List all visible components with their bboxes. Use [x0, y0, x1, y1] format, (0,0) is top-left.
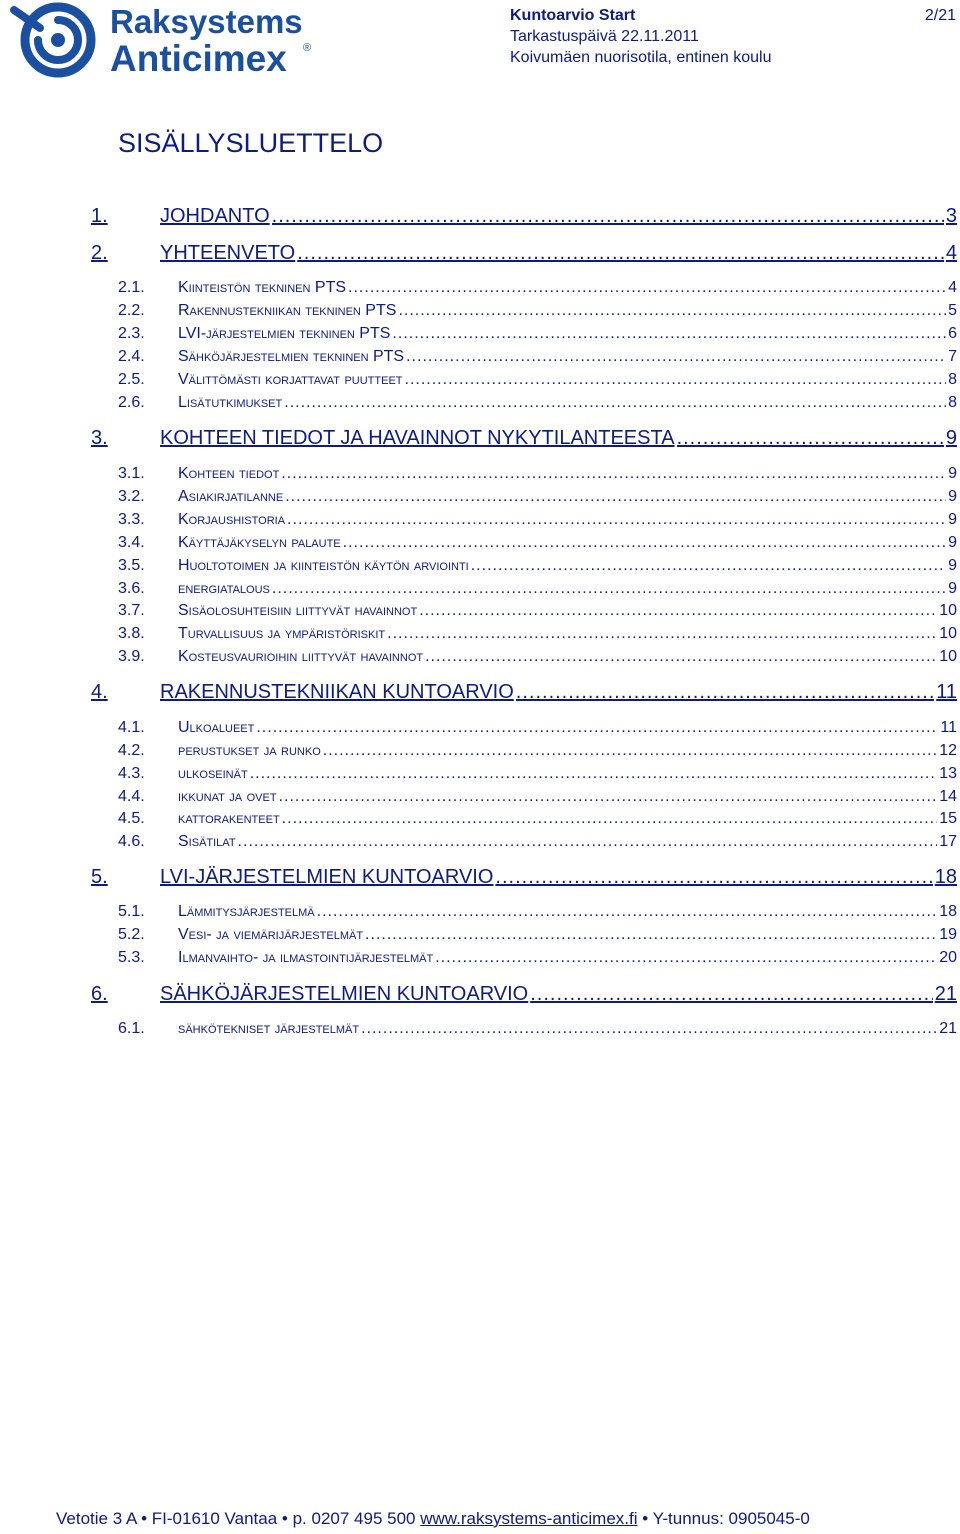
- toc-page: 9: [945, 427, 957, 449]
- toc-entry[interactable]: [118, 765, 957, 783]
- toc-text: Vesi- ja viemärijärjestelmät: [178, 926, 364, 943]
- inspection-date: Tarkastuspäivä 22.11.2011: [510, 28, 699, 45]
- toc-leader: [343, 534, 946, 552]
- toc-number: 4.5.: [118, 810, 145, 827]
- toc-leader: [471, 557, 946, 575]
- toc-page: 9: [948, 580, 957, 597]
- footer-postal: FI-01610 Vantaa: [151, 1509, 278, 1528]
- toc-text: Sisätilat: [178, 833, 236, 850]
- toc-entry[interactable]: [118, 949, 957, 967]
- toc-number: 6.: [91, 983, 108, 1005]
- toc-entry[interactable]: [118, 926, 957, 944]
- toc-text: kattorakenteet: [178, 810, 280, 827]
- toc-text: RAKENNUSTEKNIIKAN KUNTOARVIO: [160, 681, 514, 703]
- toc-text: Ilmanvaihto- ja ilmastointijärjestelmät: [178, 949, 434, 966]
- toc-leader: [297, 242, 944, 265]
- toc-number: 2.2.: [118, 302, 145, 319]
- toc-entry[interactable]: [91, 205, 957, 228]
- toc-text: Lisätutkimukset: [178, 394, 283, 411]
- toc-number: 4.2.: [118, 742, 145, 759]
- page-indicator: 2/21: [924, 7, 956, 24]
- toc-text: Sähköjärjestelmien tekninen PTS: [178, 348, 405, 365]
- toc-text: ulkoseinät: [178, 765, 248, 782]
- toc-entry[interactable]: [91, 242, 957, 265]
- toc-number: 2.3.: [118, 325, 145, 342]
- toc-leader: [530, 983, 933, 1006]
- toc-page: 8: [948, 371, 957, 388]
- toc-entry[interactable]: [118, 557, 957, 575]
- toc-leader: [677, 427, 944, 450]
- logo-mark-icon: [14, 7, 91, 73]
- toc-entry[interactable]: [118, 625, 957, 643]
- toc-page: 18: [939, 903, 957, 920]
- toc-number: 3.7.: [118, 602, 145, 619]
- footer-phone: p. 0207 495 500: [292, 1509, 416, 1528]
- toc-text: LVI-JÄRJESTELMIEN KUNTOARVIO: [160, 866, 494, 888]
- toc-leader: [287, 511, 946, 529]
- toc-number: 3.1.: [118, 465, 145, 482]
- toc-page: 3: [945, 205, 957, 227]
- toc-leader: [406, 348, 946, 366]
- toc-page: 9: [948, 465, 957, 482]
- toc-leader: [495, 866, 932, 889]
- toc-leader: [272, 205, 944, 228]
- toc-leader: [405, 371, 947, 389]
- toc-entry[interactable]: [118, 534, 957, 552]
- toc-number: 3.9.: [118, 648, 145, 665]
- toc-text: Sisäolosuhteisiin liittyvät havainnot: [178, 602, 418, 619]
- toc-leader: [238, 833, 938, 851]
- toc-page: 11: [936, 681, 957, 703]
- toc-number: 4.: [91, 681, 108, 703]
- toc-entry[interactable]: [118, 371, 957, 389]
- document-header: [510, 5, 956, 68]
- toc-leader: [435, 949, 937, 967]
- toc-text: JOHDANTO: [160, 205, 270, 227]
- toc-page: 9: [948, 511, 957, 528]
- toc-entry[interactable]: [118, 602, 957, 620]
- toc-entry[interactable]: [118, 580, 957, 598]
- toc-page: 19: [939, 926, 957, 943]
- toc-leader: [387, 625, 937, 643]
- toc-text: YHTEENVETO: [160, 242, 296, 264]
- toc-number: 3.4.: [118, 534, 145, 551]
- toc-number: 2.6.: [118, 394, 145, 411]
- toc-number: 4.3.: [118, 765, 145, 782]
- toc-text: Välittömästi korjattavat puutteet: [178, 371, 403, 388]
- toc-page: 20: [939, 949, 957, 966]
- toc-page: 9: [948, 534, 957, 551]
- toc-number: 4.4.: [118, 788, 145, 805]
- toc-entry[interactable]: [118, 394, 957, 412]
- toc-number: 5.: [91, 866, 108, 888]
- footer-bullet: •: [281, 1509, 288, 1528]
- toc-entry[interactable]: [118, 511, 957, 529]
- toc-text: Rakennustekniikan tekninen PTS: [178, 302, 397, 319]
- toc-page: 13: [939, 765, 957, 782]
- toc-entry[interactable]: [91, 983, 957, 1006]
- toc-page: 8: [948, 394, 957, 411]
- toc-number: 2.: [91, 242, 108, 264]
- toc-number: 4.6.: [118, 833, 145, 850]
- logo-text-line1: Raksystems: [110, 3, 303, 40]
- toc-text: Huoltotoimen ja kiinteistön käytön arviointi: [178, 557, 469, 574]
- site-name: Koivumäen nuorisotila, entinen koulu: [510, 49, 772, 66]
- toc-text: Ulkoalueet: [178, 719, 255, 736]
- toc-leader: [250, 765, 938, 783]
- toc-entry[interactable]: [118, 648, 957, 666]
- toc-number: 3.3.: [118, 511, 145, 528]
- toc-page: 15: [939, 810, 957, 827]
- toc-page: 9: [948, 488, 957, 505]
- document-title: Kuntoarvio Start: [510, 7, 636, 24]
- toc-text: Käyttäjäkyselyn palaute: [178, 534, 341, 551]
- toc-number: 3.8.: [118, 625, 145, 642]
- toc-leader: [516, 681, 934, 704]
- toc-page: 4: [945, 242, 957, 264]
- toc-leader: [282, 810, 938, 828]
- toc-leader: [256, 719, 938, 737]
- toc-text: LVI-järjestelmien tekninen PTS: [178, 325, 391, 342]
- toc-leader: [284, 394, 946, 412]
- toc-number: 3.2.: [118, 488, 145, 505]
- toc-text: Kohteen tiedot: [178, 465, 280, 482]
- toc-leader: [272, 580, 946, 598]
- footer-address: Vetotie 3 A: [56, 1509, 137, 1528]
- toc-entry[interactable]: [118, 465, 957, 483]
- toc-text: energiatalous: [178, 580, 270, 597]
- toc-number: 5.2.: [118, 926, 145, 943]
- toc-number: 3.: [91, 427, 108, 449]
- toc-leader: [281, 465, 946, 483]
- toc-leader: [323, 742, 937, 760]
- toc-number: 2.4.: [118, 348, 145, 365]
- toc-page: 14: [939, 788, 957, 805]
- toc-entry[interactable]: [118, 833, 957, 851]
- toc-number: 5.3.: [118, 949, 145, 966]
- toc-leader: [425, 648, 937, 666]
- toc-page: 10: [939, 602, 957, 619]
- toc-page: 11: [940, 719, 957, 736]
- footer-bullet: •: [642, 1509, 649, 1528]
- footer-website-link[interactable]: www.raksystems-anticimex.fi: [420, 1509, 638, 1528]
- toc-entry[interactable]: [118, 810, 957, 828]
- toc-leader: [398, 302, 946, 320]
- toc-entry[interactable]: [118, 742, 957, 760]
- toc-page: 18: [934, 866, 957, 888]
- toc-leader: [365, 926, 937, 944]
- toc-number: 4.1.: [118, 719, 145, 736]
- toc-entry[interactable]: [118, 279, 957, 297]
- page-footer: [56, 1507, 810, 1531]
- toc-entry[interactable]: [118, 488, 957, 506]
- toc-number: 2.5.: [118, 371, 145, 388]
- toc-entry[interactable]: [118, 302, 957, 320]
- toc-number: 1.: [91, 205, 108, 227]
- toc-leader: [285, 488, 946, 506]
- toc-text: SÄHKÖJÄRJESTELMIEN KUNTOARVIO: [160, 983, 529, 1005]
- toc-number: 3.6.: [118, 580, 145, 597]
- toc-number: 2.1.: [118, 279, 145, 296]
- toc-text: Kosteusvaurioihin liittyvät havainnot: [178, 648, 424, 665]
- toc-text: ikkunat ja ovet: [178, 788, 277, 805]
- toc-page: 7: [948, 348, 957, 365]
- toc-leader: [392, 325, 946, 343]
- toc-entry[interactable]: [91, 866, 957, 889]
- toc-text: perustukset ja runko: [178, 742, 321, 759]
- toc-text: KOHTEEN TIEDOT JA HAVAINNOT NYKYTILANTEESTA: [160, 427, 675, 449]
- logo-registered-mark: ®: [303, 42, 312, 54]
- toc-number: 6.1.: [118, 1020, 145, 1037]
- toc-text: sähkötekniset järjestelmät: [178, 1020, 360, 1037]
- toc-page: 17: [939, 833, 957, 850]
- toc-text: Kiinteistön tekninen PTS: [178, 279, 347, 296]
- toc-entry[interactable]: [91, 427, 957, 450]
- toc-leader: [279, 788, 938, 806]
- footer-bullet: •: [141, 1509, 148, 1528]
- toc-entry[interactable]: [118, 348, 957, 366]
- toc-number: 3.5.: [118, 557, 145, 574]
- toc-entry[interactable]: [118, 788, 957, 806]
- toc-page: 5: [948, 302, 957, 319]
- toc-leader: [419, 602, 937, 620]
- toc-entry[interactable]: [118, 903, 957, 921]
- toc-leader: [317, 903, 938, 921]
- toc-page: 21: [934, 983, 957, 1005]
- toc-entry[interactable]: [118, 325, 957, 343]
- toc-page: 4: [948, 279, 957, 296]
- toc-text: Lämmitysjärjestelmä: [178, 903, 315, 920]
- toc-text: Turvallisuus ja ympäristöriskit: [178, 625, 386, 642]
- toc-text: Korjaushistoria: [178, 511, 286, 528]
- toc-leader: [348, 279, 946, 297]
- toc-title: SISÄLLYSLUETTELO: [118, 128, 384, 158]
- toc-leader: [361, 1020, 937, 1038]
- toc-entry[interactable]: [118, 1020, 957, 1038]
- footer-business-id: Y-tunnus: 0905045-0: [652, 1509, 810, 1528]
- toc-text: Asiakirjatilanne: [178, 488, 284, 505]
- toc-page: 21: [939, 1020, 957, 1037]
- company-logo: [6, 0, 316, 82]
- toc-entry[interactable]: [118, 719, 957, 737]
- toc-entry[interactable]: [91, 681, 957, 704]
- toc-page: 10: [939, 648, 957, 665]
- toc-page: 6: [948, 325, 957, 342]
- logo-text-line2: Anticimex: [110, 38, 287, 79]
- toc-page: 12: [939, 742, 957, 759]
- toc-page: 9: [948, 557, 957, 574]
- toc-page: 10: [939, 625, 957, 642]
- toc-number: 5.1.: [118, 903, 145, 920]
